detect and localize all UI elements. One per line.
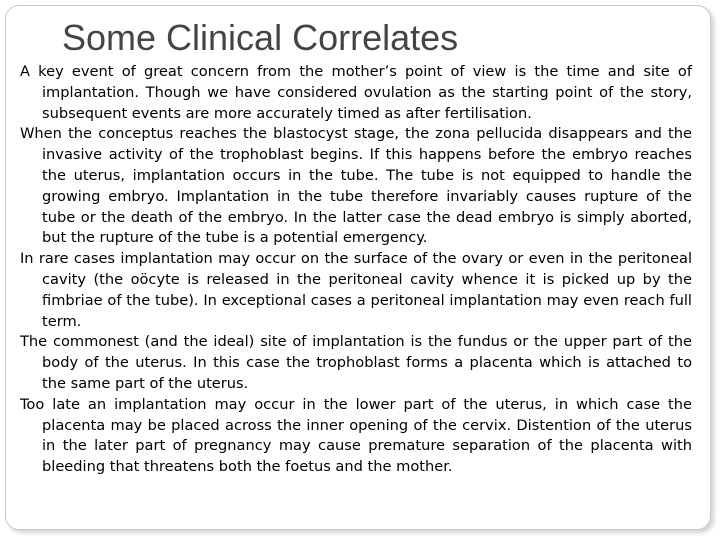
paragraph-late-implantation: Too late an implantation may occur in the lower part of the uterus, in which case the placenta may be placed across the inner opening of the cervix. Distention of the uterus in the later part of pregnancy may cause premature separation of the placenta with bleeding that threatens both the foetus and the mother. bbox=[20, 395, 692, 476]
paragraph-ideal-site: The commonest (and the ideal) site of implantation is the fundus or the upper part of the body of the uterus. In this case the trophoblast forms a placenta which is attached to the same part of the uterus. bbox=[20, 333, 692, 392]
paragraph-implantation-timing: A key event of great concern from the mother’s point of view is the time and site of implantation. Though we have considered ovulation as the starting point of the story, subsequent events are more accurately timed as after fertilisation. bbox=[20, 63, 692, 122]
paragraph-ovarian-peritoneal: In rare cases implantation may occur on the surface of the ovary or even in the peritoneal cavity (the oöcyte is released in the peritoneal cavity whence it is picked up by the fimbriae of the tube). In exceptional cases a peritoneal implantation may even reach full term. bbox=[20, 250, 692, 330]
slide-title: Some Clinical Correlates bbox=[62, 17, 459, 58]
slide-body bbox=[20, 62, 692, 478]
paragraph-tubal-implantation: When the conceptus reaches the blastocyst stage, the zona pellucida disappears and the invasive activity of the trophoblast begins. If this happens before the embryo reaches the uterus, implantation occurs in the tube. The tube is not equipped to handle the growing embryo. Implantation in the tube therefore invariably causes rupture of the tube or the death of the embryo. In the latter case the dead embryo is simply aborted, but the rupture of the tube is a potential emergency. bbox=[20, 125, 692, 247]
